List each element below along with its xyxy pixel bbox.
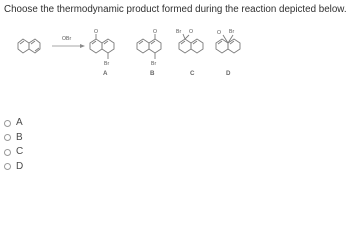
reaction-scheme bbox=[0, 26, 350, 106]
product-b-structure bbox=[137, 34, 161, 59]
product-a-letter: A bbox=[103, 70, 108, 77]
answer-options bbox=[4, 116, 124, 174]
option-b[interactable] bbox=[4, 131, 124, 146]
option-b-radio[interactable] bbox=[4, 134, 11, 141]
option-d-label: D bbox=[16, 160, 24, 172]
product-d-oxygen-label: O bbox=[217, 30, 222, 36]
product-d-structure bbox=[216, 35, 240, 53]
product-a-bromine-label: Br bbox=[104, 61, 110, 67]
product-c-structure bbox=[179, 34, 203, 53]
option-d[interactable] bbox=[4, 160, 124, 175]
option-d-radio[interactable] bbox=[4, 163, 11, 170]
option-c[interactable] bbox=[4, 145, 124, 160]
product-a-oxygen-label: O bbox=[94, 29, 99, 35]
option-a-label: A bbox=[16, 117, 23, 129]
product-c-letter: C bbox=[190, 70, 195, 77]
reaction-scheme-drawing bbox=[0, 26, 350, 106]
option-c-radio[interactable] bbox=[4, 149, 11, 156]
reagent-label: OBr bbox=[62, 36, 72, 42]
product-d-letter: D bbox=[226, 70, 231, 77]
option-b-label: B bbox=[16, 131, 23, 143]
option-a-radio[interactable] bbox=[4, 120, 11, 127]
option-a[interactable] bbox=[4, 116, 124, 131]
starting-material-structure bbox=[18, 39, 40, 53]
product-c-oxygen-label: O bbox=[189, 29, 194, 35]
reaction-arrow-head bbox=[80, 44, 85, 48]
question-text: Choose the thermodynamic product formed during the reaction depicted below. bbox=[4, 4, 347, 15]
product-d-bromine-label: Br bbox=[229, 29, 235, 35]
product-b-letter: B bbox=[150, 70, 155, 77]
product-a-structure bbox=[90, 34, 114, 59]
product-b-oxygen-label: O bbox=[153, 29, 158, 35]
option-c-label: C bbox=[16, 146, 24, 158]
product-c-bromine-label: Br bbox=[176, 29, 182, 35]
product-b-bromine-label: Br bbox=[151, 61, 157, 67]
